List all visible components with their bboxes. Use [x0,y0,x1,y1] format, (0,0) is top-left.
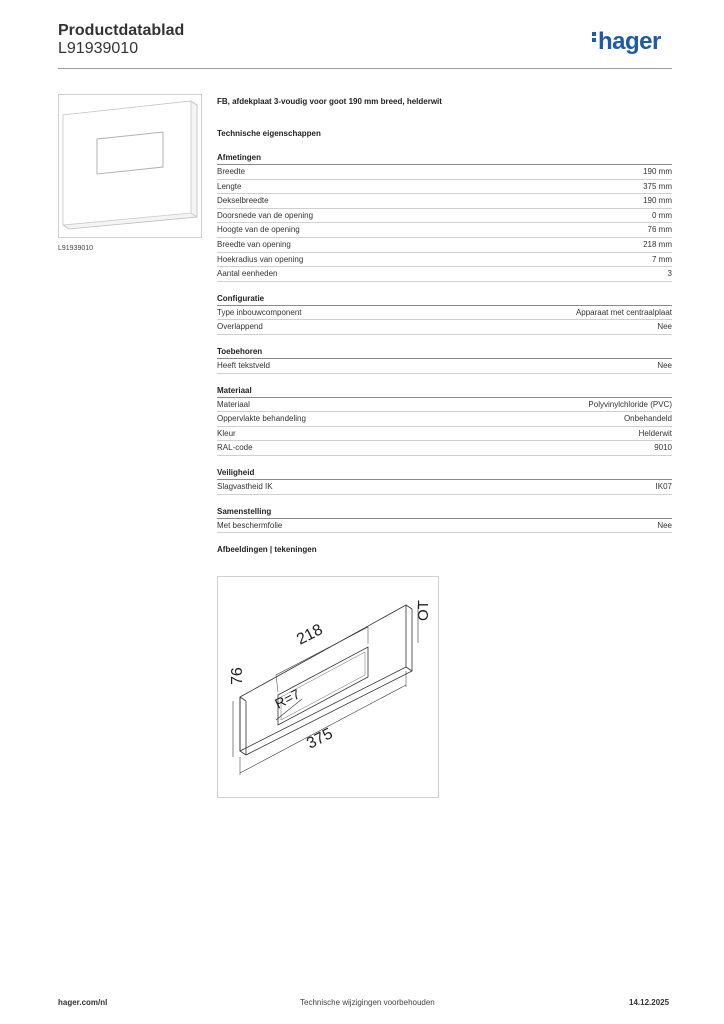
spec-group [217,346,672,374]
spec-row [217,253,672,268]
spec-group-title: Materiaal [217,385,672,398]
spec-value: 190 mm [643,196,672,206]
spec-label: Overlappend [217,322,263,332]
spec-value: Helderwit [638,428,672,438]
dim-length-label: 375 [304,725,336,753]
spec-label: Kleur [217,428,236,438]
spec-value: Polyvinylchloride (PVC) [588,399,672,409]
spec-group-title: Toebehoren [217,346,672,359]
spec-label: Hoekradius van opening [217,254,304,264]
spec-group [217,152,672,282]
spec-row [217,398,672,413]
spec-row [217,441,672,456]
spec-label: Type inbouwcomponent [217,307,302,317]
technical-drawing [217,576,439,798]
spec-row [217,519,672,534]
spec-label: Materiaal [217,399,250,409]
footer-notice: Technische wijzigingen voorbehouden [300,998,435,1007]
spec-value: IK07 [655,481,672,491]
spec-label: Heeft tekstveld [217,360,270,370]
hager-logo [592,28,661,56]
spec-group-title: Configuratie [217,293,672,306]
header-divider [58,68,672,69]
spec-label: Lengte [217,181,242,191]
product-image-caption: L91939010 [58,245,94,252]
spec-value: 0 mm [652,210,672,220]
spec-value: 7 mm [652,254,672,264]
spec-value: Nee [657,322,672,332]
spec-group [217,467,672,495]
product-name: FB, afdekplaat 3-voudig voor goot 190 mm breed, helderwit [217,97,442,106]
spec-row [217,223,672,238]
dim-radius-label: R=7 [272,685,303,712]
spec-row [217,320,672,335]
spec-row [217,194,672,209]
spec-group [217,385,672,456]
spec-group [217,506,672,534]
dim-ot-label: OT [415,600,432,621]
dim-width-label: 218 [294,621,326,649]
spec-value: Apparaat met centraalplaat [575,307,672,317]
section-title: Technische eigenschappen [217,129,321,138]
spec-row [217,480,672,495]
spec-label: Oppervlakte behandeling [217,414,306,424]
spec-group-title: Veiligheid [217,467,672,480]
spec-row [217,209,672,224]
spec-label: Breedte [217,167,246,176]
spec-label: Slagvastheid IK [217,481,273,491]
footer-date: 14.12.2025 [629,998,670,1007]
spec-value: 375 mm [643,181,672,191]
page-title: Productdatablad [58,22,185,39]
spec-row [217,306,672,321]
drawings-title: Afbeeldingen | tekeningen [217,545,317,555]
spec-row [217,412,672,427]
spec-value: 9010 [654,443,672,453]
spec-content [217,96,672,556]
footer-website[interactable]: hager.com/nl [58,998,108,1007]
spec-label: Hoogte van de opening [217,225,300,235]
spec-value: Nee [657,520,672,530]
spec-row [217,359,672,374]
spec-label: Dekselbreedte [217,196,269,206]
spec-value: Onbehandeld [623,414,672,424]
spec-row [217,267,672,282]
spec-group [217,293,672,335]
product-image [58,94,202,238]
spec-row [217,180,672,195]
spec-value: 218 mm [643,239,672,249]
spec-label: Breedte van opening [217,239,291,249]
spec-label: Met beschermfolie [217,520,283,530]
spec-row [217,238,672,253]
spec-row [217,427,672,442]
spec-group-title: Afmetingen [217,152,672,165]
product-code: L91939010 [58,40,139,57]
logo-text: hager [598,28,661,55]
spec-label: RAL-code [217,443,253,453]
spec-value: Nee [657,360,672,370]
spec-value: 3 [667,269,672,279]
spec-label: Doorsnede van de opening [217,210,314,220]
spec-value: 190 mm [643,167,672,176]
dim-height-label: 76 [229,667,246,685]
spec-label: Aantal eenheden [217,269,278,279]
spec-group-title: Samenstelling [217,506,672,519]
spec-groups [217,152,672,533]
logo-dots-icon [592,32,596,44]
spec-value: 76 mm [647,225,672,235]
spec-row [217,165,672,180]
